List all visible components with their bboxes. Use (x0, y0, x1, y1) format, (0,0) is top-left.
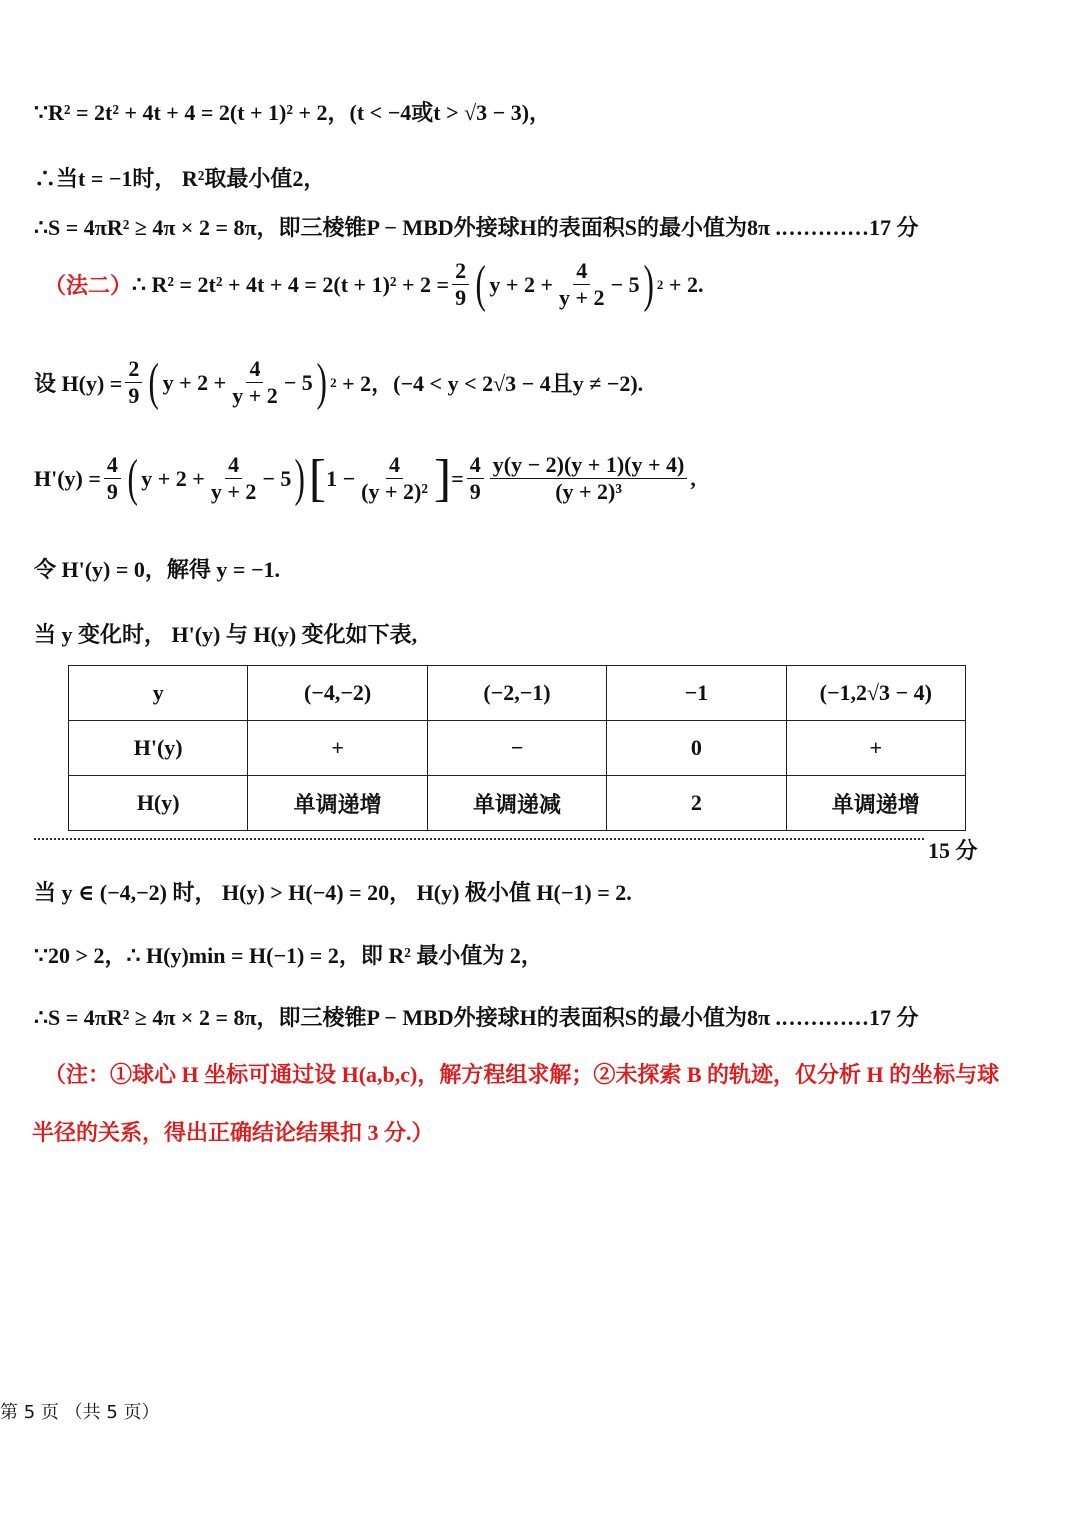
page-footer: 第 5 页 （共 5 页） (0, 1402, 160, 1423)
line-method-two: （法二） ∴ R² = 2t² + 4t + 4 = 2(t + 1)² + 2 = $\frac{2}{9}$ ( y + 2 + $\frac{4}{y + 2}$ − 5 ) 2 + 2. (44, 255, 704, 313)
fraction: $\frac{4}{y + 2}$ (558, 258, 605, 310)
line-r-squared: ∵R² = 2t² + 4t + 4 = 2(t + 1)² + 2，(t < −4或t > √3 − 3)， (34, 100, 552, 125)
table-row: H'(y) + − 0 + (69, 721, 966, 776)
line-surface-area-2: ∴S = 4πR² ≥ 4π × 2 = 8π，即三棱锥P − MBD外接球H的表面积S的最小值为8π .…………17 分 (34, 1005, 919, 1030)
note-line-2: 半径的关系，得出正确结论结果扣 3 分.） (32, 1120, 434, 1145)
line-define-h: 设 H(y) = $\frac{2}{9}$ ( y + 2 + $\frac{4}{y + 2}$ − 5 ) 2 + 2，(−4 < y < 2√3 − 4且y ≠ −2). (34, 353, 644, 411)
line-table-intro: 当 y 变化时， H'(y) 与 H(y) 变化如下表, (34, 622, 418, 647)
fraction: $\frac{2}{9}$ (452, 258, 469, 311)
variation-table (68, 665, 966, 831)
line-surface-area: ∴S = 4πR² ≥ 4π × 2 = 8π，即三棱锥P − MBD外接球H的表面积S的最小值为8π .…………17 分 (34, 215, 919, 240)
line-derivative: H'(y) = $\frac{4}{9}$ ( y + 2 + $\frac{4}{y + 2}$ − 5 ) [ 1 − $\frac{4}{\text{(y + 2)²}}$ ] = $\frac{4}{9}$ $\frac{y(y - 2)(y + 1)(y + 4)}{\text{(y + 2)³}}$ , (34, 449, 696, 507)
score-15: 15 分 (928, 838, 978, 863)
table-row: y (−4,−2) (−2,−1) −1 (−1,2√3 − 4) (69, 666, 966, 721)
expr-text: ∴ R² = 2t² + 4t + 4 = 2(t + 1)² + 2 = (132, 271, 450, 297)
line-min-h: ∵20 > 2，∴ H(y)min = H(−1) = 2，即 R² 最小值为 2， (34, 943, 543, 968)
line-interval: 当 y ∈ (−4,−2) 时， H(y) > H(−4) = 20， H(y) 极小值 H(−1) = 2. (34, 880, 632, 905)
line-min-value: ∴当t = −1时， R²取最小值2， (34, 166, 326, 191)
line-solve: 令 H'(y) = 0，解得 y = −1. (34, 557, 280, 582)
note-line-1: （注：①球心 H 坐标可通过设 H(a,b,c)，解方程组求解；②未探索 B 的轨迹，仅分析 H 的坐标与球 (44, 1062, 1000, 1087)
dotted-leader (34, 838, 924, 840)
method-two-label: （法二） (44, 273, 133, 298)
table-row: H(y) 单调递增 单调递减 2 单调递增 (69, 776, 966, 831)
